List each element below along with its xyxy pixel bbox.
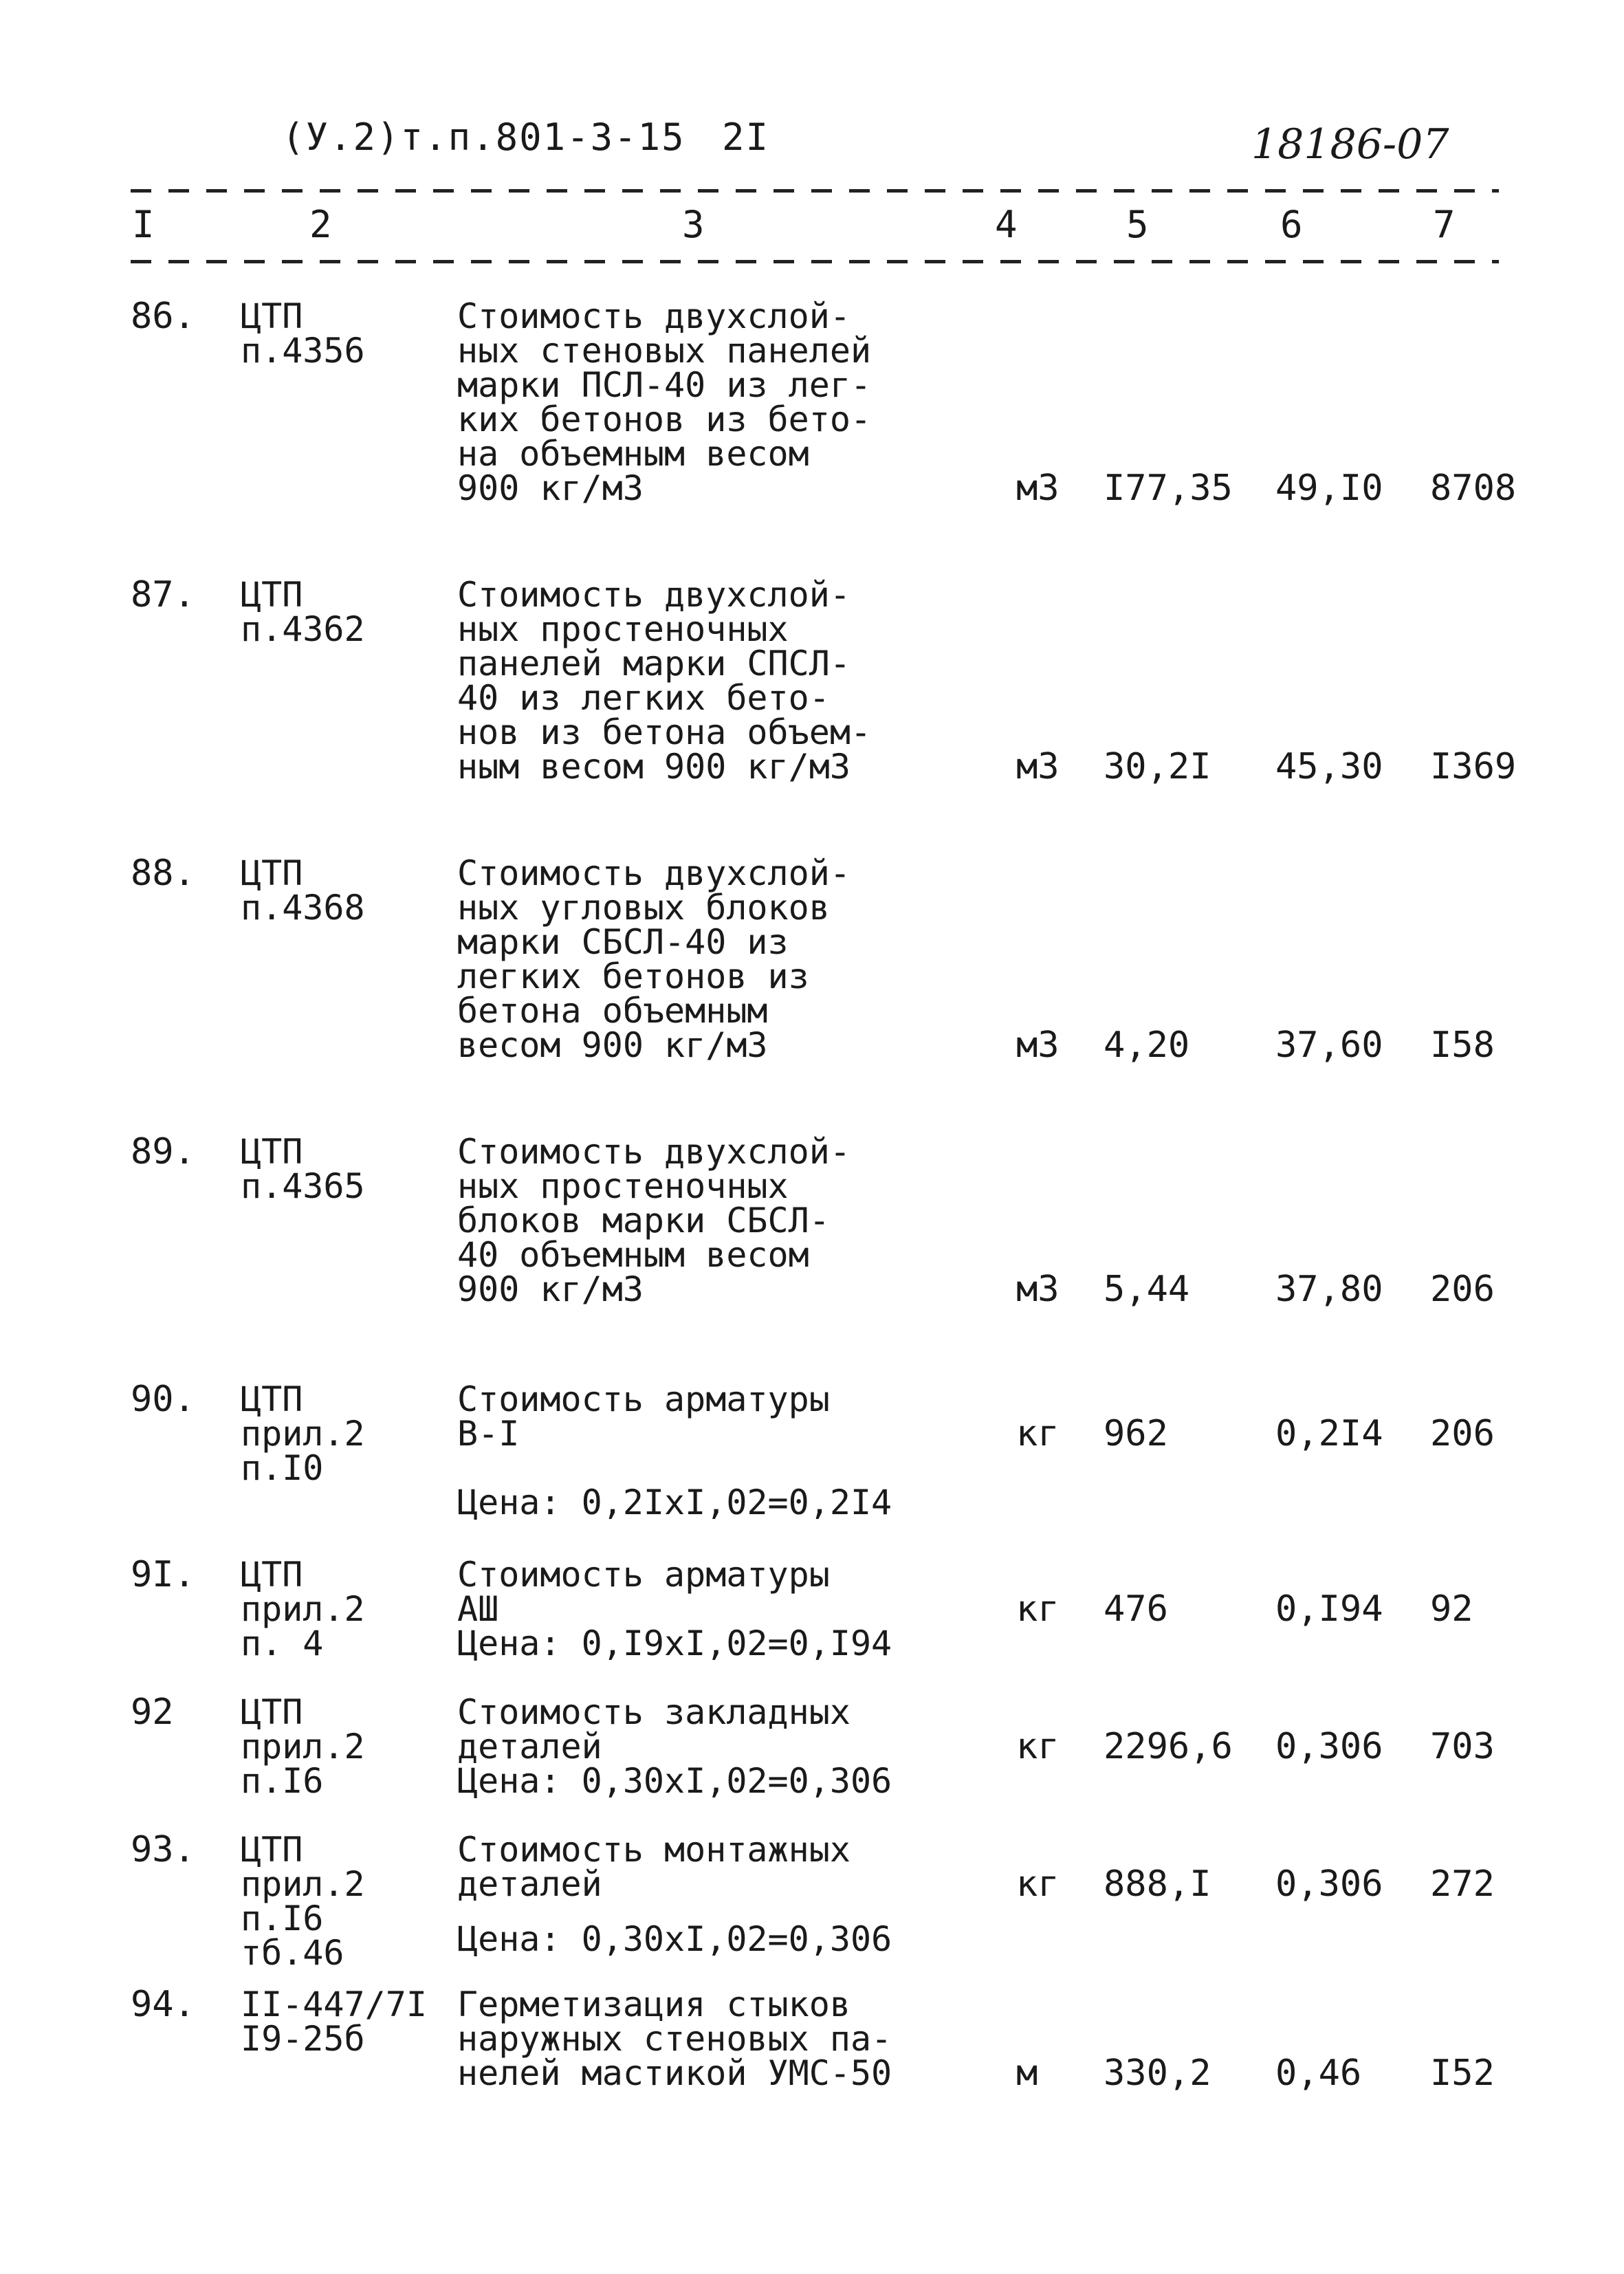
description-line: Герметизация стыков	[457, 1985, 851, 2024]
archive-number: 18186-07	[1251, 120, 1449, 168]
description-line: марки ПСЛ-40 из лег-	[457, 365, 872, 405]
reference-line: прил.2	[241, 1414, 365, 1454]
description-line: блоков марки СБСЛ-	[457, 1201, 830, 1240]
unit-cell: м3	[1016, 1025, 1060, 1066]
reference-line: ЦТП	[241, 1830, 303, 1870]
row-number: 9I.	[131, 1554, 195, 1595]
total-cell: 92	[1430, 1588, 1473, 1630]
description-line: Стоимость двухслой-	[457, 853, 851, 893]
total-cell: 206	[1430, 1269, 1495, 1310]
description-line: АШ	[457, 1589, 499, 1629]
column-header-5: 5	[1126, 203, 1149, 246]
description-line: 900 кг/м3	[457, 468, 644, 508]
description-line: Стоимость двухслой-	[457, 575, 851, 615]
description-line: Стоимость двухслой-	[457, 1132, 851, 1172]
reference-line: ЦТП	[241, 853, 303, 893]
unit-price-cell: 0,2I4	[1275, 1413, 1383, 1454]
reference-line: ЦТП	[241, 1379, 303, 1419]
row-number: 86.	[131, 296, 195, 337]
unit-cell: м3	[1016, 1269, 1060, 1310]
unit-cell: м	[1016, 2053, 1038, 2094]
description-line: бетона объемным	[457, 991, 768, 1031]
quantity-cell: 4,20	[1104, 1025, 1190, 1066]
description-line: ных стеновых панелей	[457, 331, 872, 371]
description-line: Стоимость монтажных	[457, 1830, 851, 1870]
unit-price-cell: 0,I94	[1275, 1588, 1383, 1630]
description-line: Стоимость арматуры	[457, 1555, 830, 1595]
description-line: Цена: 0,I9хI,02=0,I94	[457, 1623, 892, 1663]
column-header-3: 3	[682, 203, 705, 246]
reference-line: п.4368	[241, 888, 365, 928]
unit-cell: м3	[1016, 468, 1060, 509]
quantity-cell: 888,I	[1104, 1863, 1211, 1905]
row-number: 88.	[131, 853, 195, 894]
unit-price-cell: 45,30	[1275, 746, 1383, 787]
column-header-4: 4	[995, 203, 1018, 246]
description-line: Цена: 0,30хI,02=0,306	[457, 1761, 892, 1801]
description-line: 40 из легких бето-	[457, 678, 830, 718]
quantity-cell: 30,2I	[1104, 746, 1211, 787]
description-line: деталей	[457, 1864, 602, 1904]
unit-price-cell: 0,46	[1275, 2053, 1362, 2094]
document-reference: (У.2)т.п.801-3-15	[282, 116, 685, 159]
quantity-cell: 962	[1104, 1413, 1168, 1454]
price-note: Цена: 0,30хI,02=0,306	[457, 1919, 892, 1959]
total-cell: 206	[1430, 1413, 1495, 1454]
total-cell: I369	[1430, 746, 1517, 787]
reference-line: ЦТП	[241, 296, 303, 336]
reference-line: ЦТП	[241, 575, 303, 615]
quantity-cell: 330,2	[1104, 2053, 1211, 2094]
reference-line: прил.2	[241, 1864, 365, 1904]
description-line: ным весом 900 кг/м3	[457, 747, 851, 787]
description-line: Стоимость арматуры	[457, 1379, 830, 1419]
row-number: 92	[131, 1692, 174, 1733]
description-line: нов из бетона объем-	[457, 712, 872, 752]
header-bottom-rule	[131, 260, 1499, 263]
total-cell: 703	[1430, 1726, 1495, 1767]
row-number: 90.	[131, 1379, 195, 1420]
unit-price-cell: 37,80	[1275, 1269, 1383, 1310]
reference-line: п.4356	[241, 331, 365, 371]
reference-line: п.I0	[241, 1448, 324, 1488]
description-line: наружных стеновых па-	[457, 2019, 892, 2059]
row-number: 94.	[131, 1984, 195, 2025]
unit-cell: кг	[1016, 1726, 1060, 1767]
unit-cell: кг	[1016, 1588, 1060, 1630]
row-number: 89.	[131, 1131, 195, 1172]
unit-price-cell: 49,I0	[1275, 468, 1383, 509]
column-header-1: I	[132, 203, 155, 246]
column-header-2: 2	[309, 203, 332, 246]
row-number: 93.	[131, 1829, 195, 1870]
description-line: марки СБСЛ-40 из	[457, 922, 789, 962]
reference-line: прил.2	[241, 1727, 365, 1767]
total-cell: I52	[1430, 2053, 1495, 2094]
reference-line: II-447/7I	[241, 1985, 427, 2024]
header-top-rule	[131, 189, 1499, 193]
column-header-7: 7	[1433, 203, 1456, 246]
description-line: ных угловых блоков	[457, 888, 830, 928]
reference-line: п.I6	[241, 1761, 324, 1801]
description-line: ных простеночных	[457, 609, 789, 649]
unit-price-cell: 37,60	[1275, 1025, 1383, 1066]
description-line: ных простеночных	[457, 1166, 789, 1206]
description-line: 40 объемным весом	[457, 1235, 809, 1275]
description-line: на объемным весом	[457, 434, 809, 474]
total-cell: 8708	[1430, 468, 1517, 509]
total-cell: I58	[1430, 1025, 1495, 1066]
description-line: В-I	[457, 1414, 520, 1454]
total-cell: 272	[1430, 1863, 1495, 1905]
quantity-cell: 476	[1104, 1588, 1168, 1630]
reference-line: п. 4	[241, 1623, 324, 1663]
description-line: ких бетонов из бето-	[457, 400, 872, 439]
description-line: весом 900 кг/м3	[457, 1025, 768, 1065]
quantity-cell: 2296,6	[1104, 1726, 1233, 1767]
description-line: нелей мастикой УМС-50	[457, 2053, 892, 2093]
quantity-cell: I77,35	[1104, 468, 1233, 509]
reference-line: ЦТП	[241, 1692, 303, 1732]
page-number: 2I	[722, 116, 770, 159]
column-header-6: 6	[1280, 203, 1303, 246]
reference-line: п.4365	[241, 1166, 365, 1206]
description-line: легких бетонов из	[457, 956, 809, 996]
reference-line: п.4362	[241, 609, 365, 649]
unit-cell: м3	[1016, 746, 1060, 787]
reference-line: ЦТП	[241, 1555, 303, 1595]
reference-line: п.I6	[241, 1899, 324, 1938]
unit-cell: кг	[1016, 1863, 1060, 1905]
reference-line: I9-25б	[241, 2019, 365, 2059]
row-number: 87.	[131, 574, 195, 615]
unit-price-cell: 0,306	[1275, 1726, 1383, 1767]
unit-cell: кг	[1016, 1413, 1060, 1454]
description-line: деталей	[457, 1727, 602, 1767]
price-note: Цена: 0,2IхI,02=0,2I4	[457, 1483, 892, 1522]
reference-line: ЦТП	[241, 1132, 303, 1172]
reference-line: тб.46	[241, 1933, 344, 1973]
description-line: Стоимость закладных	[457, 1692, 851, 1732]
quantity-cell: 5,44	[1104, 1269, 1190, 1310]
description-line: Стоимость двухслой-	[457, 296, 851, 336]
unit-price-cell: 0,306	[1275, 1863, 1383, 1905]
reference-line: прил.2	[241, 1589, 365, 1629]
description-line: 900 кг/м3	[457, 1269, 644, 1309]
description-line: панелей марки СПСЛ-	[457, 644, 851, 684]
